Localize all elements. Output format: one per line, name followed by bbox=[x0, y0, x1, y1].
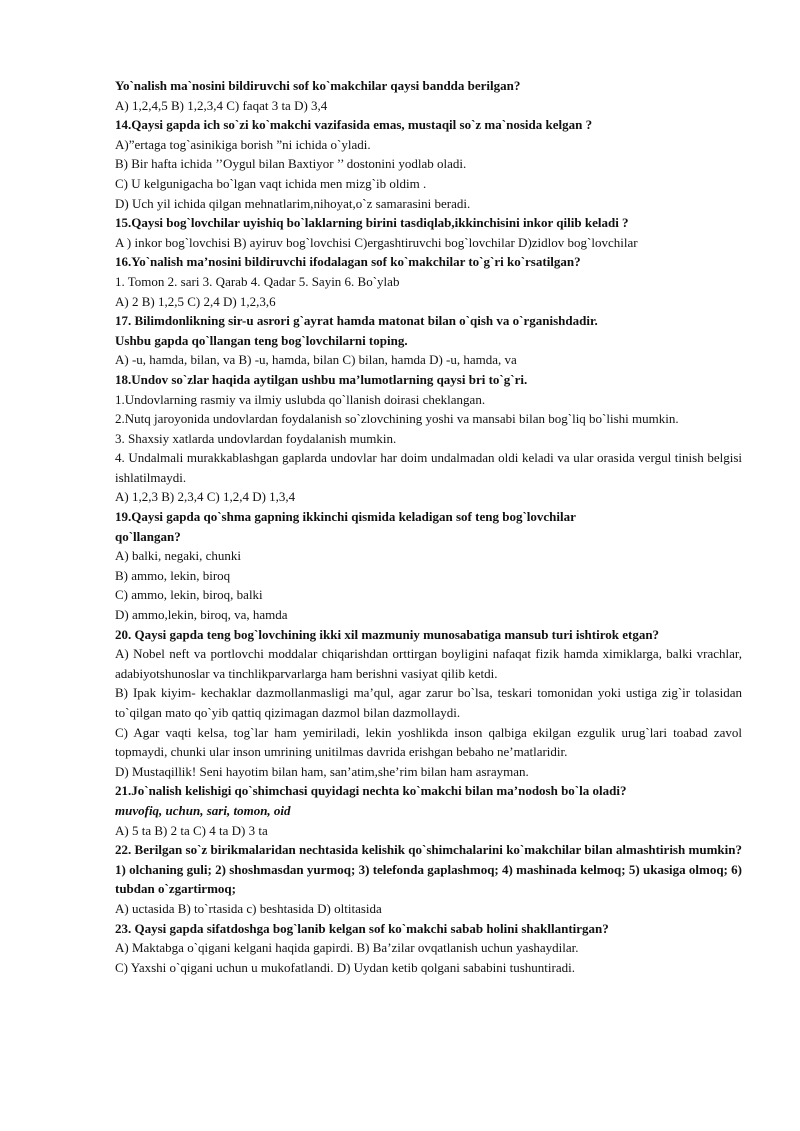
question-18-statement-4: 4. Undalmali murakkablashgan gaplarda undovlar har doim undalmadan oldi keladi va ular orasida vergul tinish belgisi ishlatilmaydi. bbox=[115, 450, 742, 485]
question-20-text: 20. Qaysi gapda teng bog`lovchining ikki xil mazmuniy munosabatiga mansub turi ishtirok etgan? bbox=[115, 626, 660, 642]
question-22-text: 22. Berilgan so`z birikmalaridan nechtasida kelishik qo`shimchalarini ko`makchilar bilan almashtirish mumkin? 1) olchaning guli; 2) shoshmasdan yurmoq; 3) telefonda gaplashmoq; 4) mashinada kelmoq; 5) ukasiga olmoq; 6) tubdan o`zgartirmoq; bbox=[115, 842, 742, 897]
question-19-option-b: B) ammo, lekin, biroq bbox=[115, 567, 231, 583]
question-14-option-d: D) Uch yil ichida qilgan mehnatlarim,nihoyat,o`z samarasini beradi. bbox=[115, 195, 471, 211]
question-19-option-d: D) ammo,lekin, biroq, va, hamda bbox=[115, 607, 288, 623]
question-17-options: A) -u, hamda, bilan, va B) -u, hamda, bilan C) bilan, hamda D) -u, hamda, va bbox=[115, 352, 517, 368]
question-17-sentence: 17. Bilimdonlikning sir-u asrori g`ayrat hamda matonat bilan o`qish va o`rganishdadir. bbox=[115, 313, 598, 329]
question-23-options-a-b: A) Maktabga o`qigani kelgani haqida gapirdi. B) Ba’zilar ovqatlanish uchun yashaydilar. bbox=[115, 940, 579, 956]
question-20-option-d: D) Mustaqillik! Seni hayotim bilan ham, san’atim,she’rim bilan ham asrayman. bbox=[115, 763, 529, 779]
question-14-option-a: A)”ertaga tog`asinikiga borish ”ni ichida o`yladi. bbox=[115, 136, 371, 152]
question-19-option-c: C) ammo, lekin, biroq, balki bbox=[115, 587, 263, 603]
question-15-options: A ) inkor bog`lovchisi B) ayiruv bog`lovchisi C)ergashtiruvchi bog`lovchilar D)zidlov bog`lovchilar bbox=[115, 234, 638, 250]
question-20-option-b: B) Ipak kiyim- kechaklar dazmollanmasligi ma’qul, agar zarur bo`lsa, teskari tomonidan yoki ustiga zig`ir tolasidan to`qilgan mato qo`yib qattiq qizimagan dazmol bilan dazmollaydi. bbox=[115, 685, 742, 720]
question-14-option-b: B) Bir hafta ichida ’’Oygul bilan Baxtiyor ’’ dostonini yodlab oladi. bbox=[115, 156, 467, 172]
question-19-text-line-1: 19.Qaysi gapda qo`shma gapning ikkinchi qismida keladigan sof teng bog`lovchilar bbox=[115, 509, 576, 525]
question-23-options-c-d: C) Yaxshi o`qigani uchun u mukofatlandi. D) Uydan ketib qolgani sababini tushuntiradi. bbox=[115, 959, 575, 975]
question-16-text: 16.Yo`nalish ma’nosini bildiruvchi ifodalagan sof ko`makchilar to`g`ri ko`rsatilgan? bbox=[115, 254, 581, 270]
question-23-text: 23. Qaysi gapda sifatdoshga bog`lanib kelgan sof ko`makchi sabab holini shakllantirgan? bbox=[115, 920, 609, 936]
question-18-statement-1: 1.Undovlarning rasmiy va ilmiy uslubda qo`llanish doirasi cheklangan. bbox=[115, 391, 486, 407]
question-17-text: Ushbu gapda qo`llangan teng bog`lovchilarni toping. bbox=[115, 332, 408, 348]
question-21-options: A) 5 ta B) 2 ta C) 4 ta D) 3 ta bbox=[115, 822, 268, 838]
question-14-text: 14.Qaysi gapda ich so`zi ko`makchi vazifasida emas, mustaqil so`z ma`nosida kelgan ? bbox=[115, 117, 593, 133]
question-13-text: Yo`nalish ma`nosini bildiruvchi sof ko`makchilar qaysi bandda berilgan? bbox=[115, 78, 521, 93]
question-13-options: A) 1,2,4,5 B) 1,2,3,4 C) faqat 3 ta D) 3,4 bbox=[115, 97, 328, 113]
question-20-option-c: C) Agar vaqti kelsa, tog`lar ham yemiriladi, lekin yoshlikda inson qalbiga ekilgan ezgulik urug`lari toabad zavol topmaydi, chunki ular inson umrining unitilmas davrida erishgan bebaho ne’matlaridir. bbox=[115, 724, 742, 760]
question-16-options: A) 2 B) 1,2,5 C) 2,4 D) 1,2,3,6 bbox=[115, 293, 276, 309]
question-18-statement-3: 3. Shaxsiy xatlarda undovlardan foydalanish mumkin. bbox=[115, 430, 397, 446]
question-14-option-c: C) U kelgunigacha bo`lgan vaqt ichida men mizg`ib oldim . bbox=[115, 175, 427, 191]
question-18-options: A) 1,2,3 B) 2,3,4 C) 1,2,4 D) 1,3,4 bbox=[115, 489, 296, 505]
question-20-option-a: A) Nobel neft va portlovchi moddalar chiqarishdan orttirgan boyligini nafaqat fizik hamda ximiklarga, balki vrachlar, adabiyotshunoslar va tinchlikparvarlarga ham berishni vasiyat qilib ketdi. bbox=[115, 646, 742, 681]
question-18-text: 18.Undov so`zlar haqida aytilgan ushbu ma’lumotlarning qaysi bri to`g`ri. bbox=[115, 371, 528, 387]
question-16-word-list: 1. Tomon 2. sari 3. Qarab 4. Qadar 5. Sayin 6. Bo`ylab bbox=[115, 273, 400, 289]
question-19-text-line-2: qo`llangan? bbox=[115, 528, 181, 544]
question-22-options: A) uctasida B) to`rtasida c) beshtasida D) oltitasida bbox=[115, 900, 382, 916]
question-19-option-a: A) balki, negaki, chunki bbox=[115, 548, 241, 564]
question-15-text: 15.Qaysi bog`lovchilar uyishiq bo`laklarning birini tasdiqlab,ikkinchisini inkor qilib keladi ? bbox=[115, 215, 629, 231]
question-18-statement-2: 2.Nutq jaroyonida undovlardan foydalanish so`zlovchining yoshi va mansabi bilan bog`liq bo`lishi mumkin. bbox=[115, 411, 679, 427]
question-21-word-list: muvofiq, uchun, sari, tomon, oid bbox=[115, 802, 291, 818]
question-21-text: 21.Jo`nalish kelishigi qo`shimchasi quyidagi nechta ko`makchi bilan ma’nodosh bo`la oladi? bbox=[115, 783, 627, 799]
